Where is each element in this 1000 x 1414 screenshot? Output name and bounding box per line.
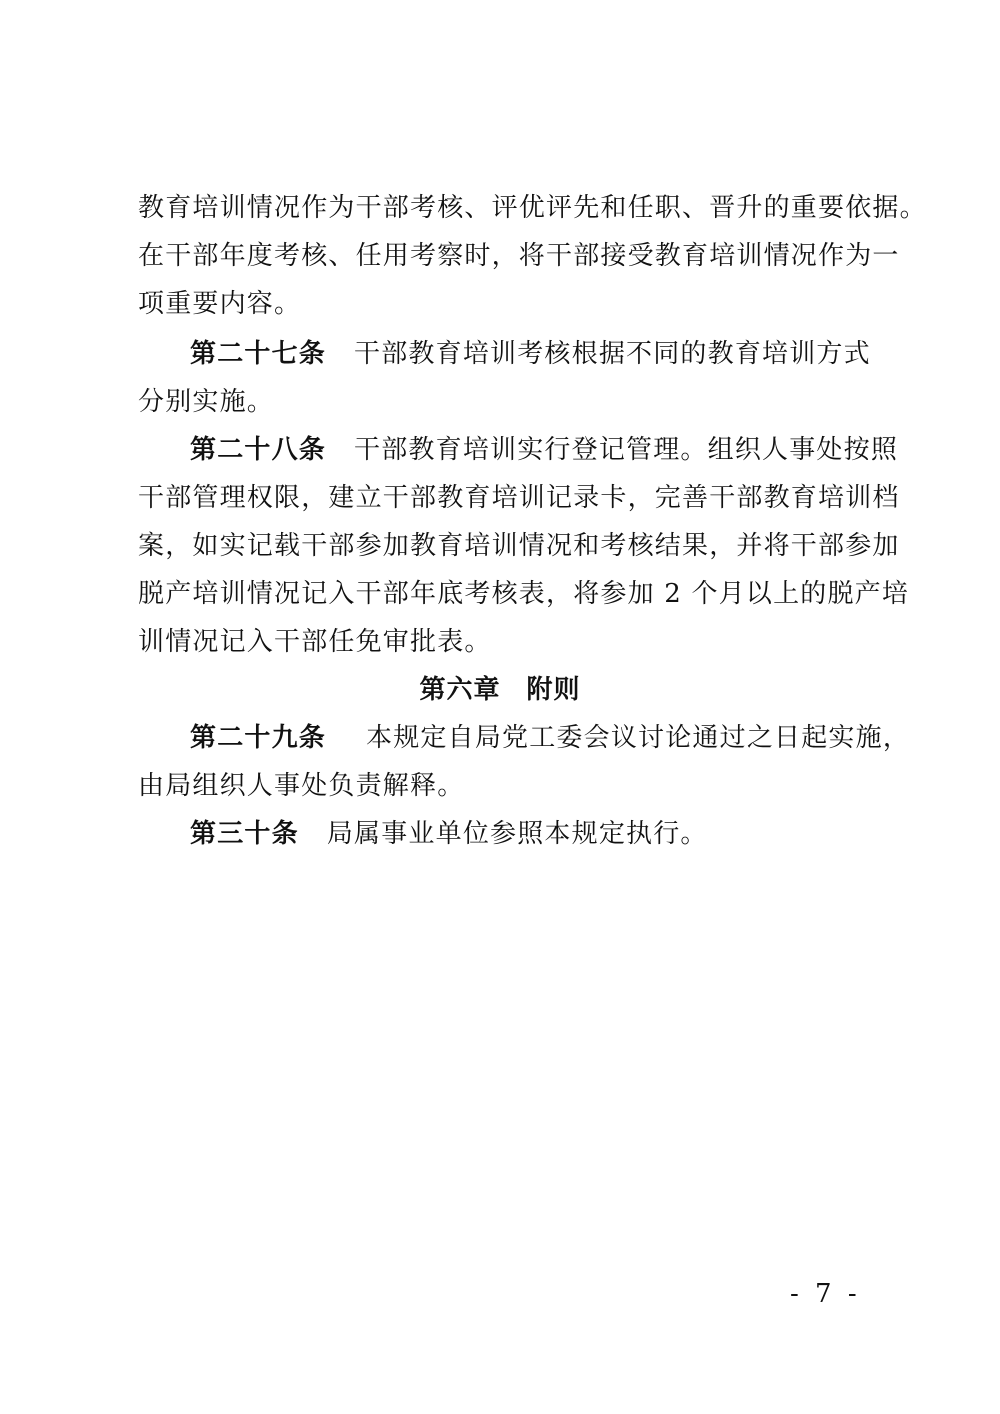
- article-28-line-4: 脱产培训情况记入干部年底考核表，将参加 2 个月以上的脱产培: [138, 579, 910, 609]
- article-29-first-line: [190, 714, 911, 762]
- chapter-number: 第六章: [419, 675, 501, 705]
- paragraph-line-3: 项重要内容。: [138, 289, 302, 319]
- article-28-label: 第二十八条: [190, 435, 327, 465]
- article-28-text-1: 干部教育培训实行登记管理。组织人事处按照: [354, 435, 899, 465]
- chapter-title: 附则: [526, 675, 581, 705]
- paragraph-line-1: 教育培训情况作为干部考核、评优评先和任职、晋升的重要依据。: [138, 193, 927, 223]
- article-28-line-5: 训情况记入干部任免审批表。: [138, 627, 492, 657]
- paragraph-line-2: 在干部年度考核、任用考察时，将干部接受教育培训情况作为一: [138, 241, 900, 271]
- article-27-first-line: [190, 330, 878, 378]
- article-30-line: [190, 810, 878, 858]
- article-28-first-line: [190, 426, 899, 474]
- page-number: - 7 -: [790, 1279, 861, 1309]
- article-28-line-2: 干部管理权限，建立干部教育培训记录卡，完善干部教育培训档: [138, 483, 900, 513]
- article-29-text-1: 本规定自局党工委会议讨论通过之日起实施，: [366, 723, 911, 753]
- article-30-label: 第三十条: [190, 819, 299, 849]
- article-27-line-2: 分别实施。: [138, 387, 275, 417]
- article-29-label: 第二十九条: [190, 723, 327, 753]
- article-27-label: 第二十七条: [190, 339, 327, 369]
- article-30-text: 局属事业单位参照本规定执行。: [326, 819, 708, 849]
- article-27-text-1: 干部教育培训考核根据不同的教育培训方式: [354, 339, 871, 369]
- chapter-heading: [0, 666, 1000, 714]
- article-28-line-3: 案，如实记载干部参加教育培训情况和考核结果，并将干部参加: [138, 531, 900, 561]
- article-29-line-2: 由局组织人事处负责解释。: [138, 771, 465, 801]
